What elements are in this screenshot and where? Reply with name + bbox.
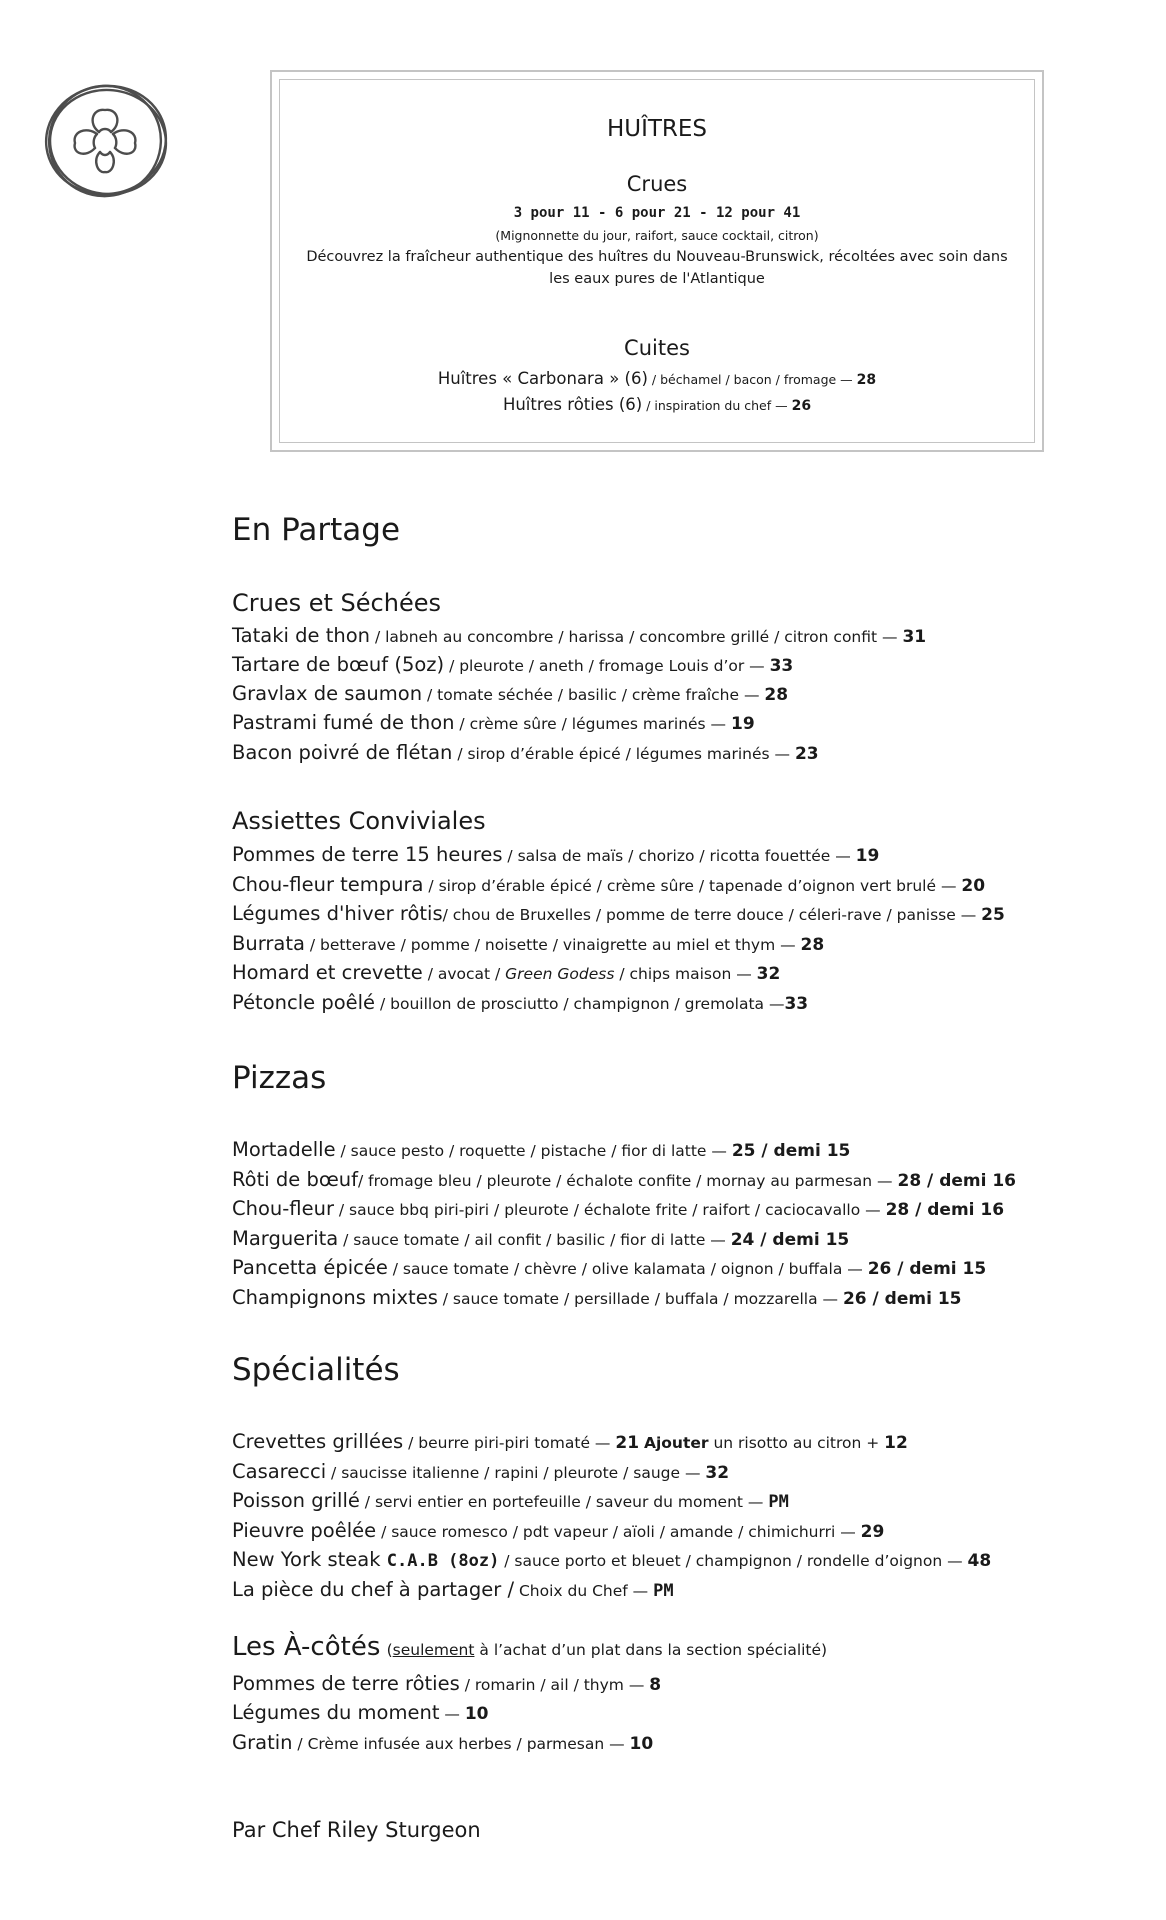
item-name: Chou-fleur tempura [232, 873, 424, 896]
menu-item [232, 741, 819, 764]
section-title-pizzas: Pizzas [232, 1060, 327, 1096]
menu-item [232, 624, 926, 647]
oysters-raw-description: Découvrez la fraîcheur authentique des huîtres du Nouveau-Brunswick, récoltées avec soin dans [306, 249, 1008, 265]
item-name: Tataki de thon [232, 624, 371, 647]
item-description: / béchamel / bacon / fromage — [647, 372, 857, 387]
item-description: / sauce bbq piri-piri / pleurote / échalote frite / raifort / caciocavallo — [333, 1201, 886, 1219]
item-description: / sirop d’érable épicé / légumes marinés — [452, 745, 795, 763]
menu-item [232, 1701, 489, 1724]
item-name: Gratin [232, 1731, 293, 1754]
item-price: 21 [615, 1433, 640, 1453]
item-name-bold: C.A.B (8oz) [386, 1551, 500, 1571]
item-price: 26 / demi 15 [842, 1289, 962, 1309]
item-name: Rôti de bœuf [232, 1168, 358, 1191]
menu-item [232, 1286, 962, 1309]
item-description: / chips maison — [614, 965, 757, 983]
item-name: Chou-fleur [232, 1197, 334, 1220]
subsection-title-assiettes: Assiettes Conviviales [232, 807, 486, 835]
item-description: / labneh au concombre / harissa / concombre grillé / citron confit — [370, 628, 903, 646]
item-description: / beurre piri-piri tomaté — [403, 1434, 616, 1452]
item-description: / inspiration du chef — [642, 398, 792, 413]
item-name: Crevettes grillées [232, 1430, 404, 1453]
menu-item [232, 1519, 884, 1542]
item-description: / sauce tomate / persillade / buffala / mozzarella — [437, 1290, 843, 1308]
item-description: / crème sûre / légumes marinés — [454, 715, 731, 733]
item-description: / avocat / [422, 965, 506, 983]
item-description: / chou de Bruxelles / pomme de terre douce / céleri-rave / panisse — [442, 906, 982, 924]
section-title-en-partage: En Partage [232, 512, 401, 548]
item-name: Légumes du moment [232, 1701, 440, 1724]
item-price: 26 [791, 398, 812, 414]
item-price: 48 [967, 1551, 992, 1571]
item-name: La pièce du chef à partager / [232, 1578, 515, 1601]
menu-item [232, 682, 788, 705]
menu-item [232, 932, 824, 955]
item-description: / betterave / pomme / noisette / vinaigrette au miel et thym — [304, 936, 801, 954]
item-price: 28 [856, 372, 877, 388]
oysters-cooked-item [272, 395, 1042, 414]
menu-item [232, 1578, 674, 1601]
item-addon-description: un risotto au citron + [708, 1434, 885, 1452]
menu-item [232, 1460, 729, 1483]
acotes-note-open: ( [386, 1641, 393, 1659]
restaurant-logo [42, 80, 172, 202]
item-name: Poisson grillé [232, 1489, 360, 1512]
item-description: / sauce porto et bleuet / champignon / rondelle d’oignon — [499, 1552, 968, 1570]
oysters-raw-description-2: les eaux pures de l'Atlantique [549, 271, 765, 287]
item-description: / fromage bleu / pleurote / échalote confite / mornay au parmesan — [358, 1172, 898, 1190]
menu-item [232, 1138, 850, 1161]
item-price: 33 [784, 994, 809, 1014]
item-description: / salsa de maïs / chorizo / ricotta fouettée — [502, 847, 856, 865]
menu-item [232, 711, 755, 734]
item-name: Pommes de terre rôties [232, 1672, 460, 1695]
item-price: 32 [705, 1463, 730, 1483]
item-description: Choix du Chef — [514, 1582, 654, 1600]
menu-item [232, 961, 780, 984]
item-description: / romarin / ail / thym — [459, 1676, 650, 1694]
oysters-raw-prices: 3 pour 11 - 6 pour 21 - 12 pour 41 [513, 205, 801, 221]
item-addon-price: 12 [884, 1433, 908, 1453]
subsection-title-acotes: Les À-côtés [232, 1632, 381, 1662]
item-price: 31 [902, 627, 927, 647]
oysters-raw-note: (Mignonnette du jour, raifort, sauce cocktail, citron) [495, 228, 819, 243]
item-name: Burrata [232, 932, 305, 955]
item-price: PM [768, 1492, 789, 1512]
item-name: Pétoncle poêlé [232, 991, 376, 1014]
item-name: Pommes de terre 15 heures [232, 843, 503, 866]
item-name: Champignons mixtes [232, 1286, 438, 1309]
menu-item [232, 1227, 849, 1250]
menu-item [232, 1168, 1016, 1191]
item-price: 29 [860, 1522, 885, 1542]
item-price: 28 [800, 935, 825, 955]
menu-item [232, 1489, 789, 1512]
item-name: Pieuvre poêlée [232, 1519, 377, 1542]
item-name: Légumes d'hiver rôtis [232, 902, 443, 925]
item-description: / sauce romesco / pdt vapeur / aïoli / amande / chimichurri — [376, 1523, 861, 1541]
item-description: / sauce pesto / roquette / pistache / fior di latte — [335, 1142, 732, 1160]
menu-item [232, 843, 879, 866]
item-name: Pastrami fumé de thon [232, 711, 455, 734]
item-description-italic: Green Godess [505, 965, 615, 983]
item-price: 28 [764, 685, 789, 705]
acotes-note-underlined: seulement [392, 1641, 475, 1659]
item-price: 25 / demi 15 [731, 1141, 851, 1161]
item-price: 10 [464, 1704, 489, 1724]
oysters-box [270, 70, 1044, 452]
item-price: 24 / demi 15 [730, 1230, 850, 1250]
item-price: 33 [769, 656, 794, 676]
menu-item [232, 991, 808, 1014]
menu-item [232, 1731, 653, 1754]
menu-item [232, 1548, 991, 1571]
item-price: 28 / demi 16 [897, 1171, 1017, 1191]
item-description: / Crème infusée aux herbes / parmesan — [292, 1735, 630, 1753]
oysters-title: HUÎTRES [606, 116, 708, 142]
item-name: Mortadelle [232, 1138, 336, 1161]
item-name: Pancetta épicée [232, 1256, 388, 1279]
item-price: 20 [961, 876, 986, 896]
item-addon-label: Ajouter [643, 1434, 709, 1452]
section-title-specialites: Spécialités [232, 1352, 400, 1388]
item-price: 19 [855, 846, 880, 866]
acotes-note: à l’achat d’un plat dans la section spécialité) [474, 1641, 828, 1659]
item-name: Gravlax de saumon [232, 682, 423, 705]
item-description: / sauce tomate / ail confit / basilic / fior di latte — [338, 1231, 731, 1249]
item-price: 23 [794, 744, 819, 764]
acotes-heading [232, 1632, 827, 1662]
item-name: Bacon poivré de flétan [232, 741, 453, 764]
item-price: 25 [981, 905, 1005, 925]
oysters-cooked-item [272, 369, 1042, 388]
item-name: Huîtres rôties (6) [502, 395, 643, 414]
menu-item [232, 902, 1005, 925]
item-price: 8 [649, 1675, 662, 1695]
item-description: / sauce tomate / chèvre / olive kalamata / oignon / buffala — [387, 1260, 868, 1278]
item-price: 19 [730, 714, 755, 734]
item-name: Marguerita [232, 1227, 339, 1250]
menu-item [232, 873, 985, 896]
subsection-title-crues-sechees: Crues et Séchées [232, 589, 441, 617]
item-name: Casarecci [232, 1460, 327, 1483]
item-description: / sirop d’érable épicé / crème sûre / tapenade d’oignon vert brulé — [423, 877, 962, 895]
item-description: / servi entier en portefeuille / saveur du moment — [359, 1493, 769, 1511]
item-price: 32 [756, 964, 781, 984]
item-name: Homard et crevette [232, 961, 423, 984]
menu-item [232, 1197, 1004, 1220]
oysters-cooked-title: Cuites [624, 336, 690, 360]
item-description: / bouillon de prosciutto / champignon / gremolata — [375, 995, 785, 1013]
item-price: PM [653, 1581, 674, 1601]
chef-signature: Par Chef Riley Sturgeon [232, 1818, 481, 1842]
menu-item [232, 1256, 986, 1279]
item-description: / tomate séchée / basilic / crème fraîche — [422, 686, 765, 704]
item-description: — [439, 1705, 465, 1723]
item-price: 28 / demi 16 [885, 1200, 1005, 1220]
item-name: Huîtres « Carbonara » (6) [437, 369, 648, 388]
menu-item [232, 1430, 908, 1453]
menu-item [232, 1672, 661, 1695]
item-price: 10 [629, 1734, 654, 1754]
item-name: Tartare de bœuf (5oz) [232, 653, 445, 676]
item-price: 26 / demi 15 [867, 1259, 987, 1279]
oysters-raw-title: Crues [626, 172, 688, 196]
item-description: / pleurote / aneth / fromage Louis d’or — [444, 657, 770, 675]
item-description: / saucisse italienne / rapini / pleurote / sauge — [326, 1464, 706, 1482]
menu-item [232, 653, 793, 676]
item-name: New York steak [232, 1548, 381, 1571]
